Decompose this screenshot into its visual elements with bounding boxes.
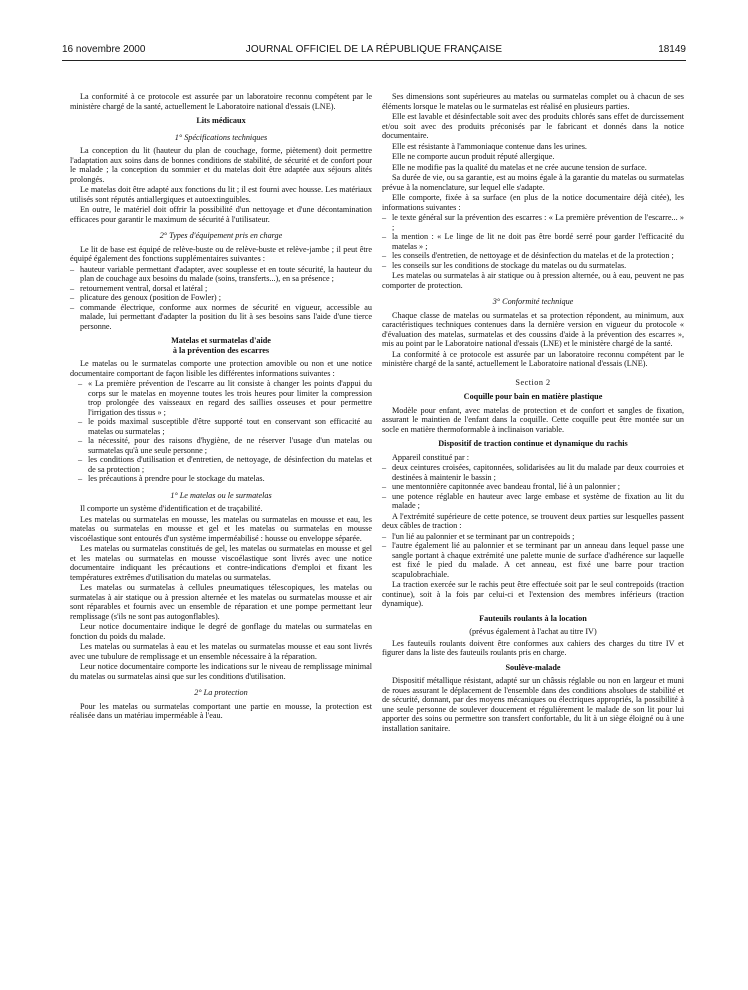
list-item: – deux ceintures croisées, capitonnées, solidarisées au lit du malade par deux courroies et destinées à maintenir le bassin ; [382,463,684,482]
header-journal-title: JOURNAL OFFICIEL DE LA RÉPUBLIQUE FRANÇAISE [245,44,503,55]
paragraph: Ses dimensions sont supérieures au matelas ou surmatelas complet ou à chacun de ses éléments lorsque le matelas ou le surmatelas est réalisé en plusieurs parties. [382,92,684,111]
heading-fauteuils: Fauteuils roulants à la location [479,613,587,623]
types-list [70,265,372,332]
left-column [70,92,372,722]
paragraph: Sa durée de vie, ou sa garantie, est au moins égale à la garantie du matelas ou surmatelas prévue à la nomenclature, sur lequel elle s'adapte. [382,173,684,192]
paragraph: Elle est lavable et désinfectable soit avec des produits chlorés sans effet de durcissement et/ou soit avec des produits préconisés par le fabricant et donnés dans la notice documentaire. [382,112,684,140]
header-rule [62,60,686,61]
list-item: – la mention : « Le linge de lit ne doit pas être bordé serré pour garder l'efficacité du matelas » ; [382,232,684,251]
header-date: 16 novembre 2000 [62,44,146,55]
subheading-le-matelas: 1° Le matelas ou le surmatelas [170,490,272,500]
list-item: – une potence réglable en hauteur avec large embase et système de fixation au lit du malade ; [382,492,684,511]
paragraph: Elle ne modifie pas la qualité du matelas et ne crée aucune tension de surface. [392,162,647,172]
cables-list [382,532,684,580]
list-item: – plicature des genoux (position de Fowler) ; [70,293,372,303]
list-item: – « La première prévention de l'escarre au lit consiste à changer les points d'appui du corps sur le matelas en moyenne toutes les trois heures pour limiter la compression trop prolongée des vaisseaux en regard des saillies osseuses et pour permettre l'irrigation des tissus » ; [70,379,372,417]
list-item: – les conseils sur les conditions de stockage du matelas ou du surmatelas. [382,261,684,271]
list-item: – le poids maximal susceptible d'être supporté tout en conservant son efficacité au matelas ou surmatelas ; [70,417,372,436]
paragraph: La conformité à ce protocole est assurée par un laboratoire reconnu compétent par le ministère chargé de la santé, actuellement le Laboratoire national d'essais (LNE). [382,349,684,368]
paragraph: Dispositif métallique résistant, adapté sur un châssis réglable ou non en largeur et muni de roues assurant le déplacement de l'ensemble dans des conditions absolues de stabilité et de sécurité, donnant, par des moyens mécaniques ou électriques appropriés, la possibilité à une seule personne de soulever doucement et régulièrement le malade de son lit pour lui apporter des soins ou permettre son transfert confortable, du lit à un siège éloigné ou à une installation sanitaire. [382,676,684,733]
matelas-list [70,379,372,484]
paragraph: Pour les matelas ou surmatelas comportant une partie en mousse, la protection est réalisée dans un matériau imperméable à l'eau. [70,701,372,720]
subheading-types: 2° Types d'équipement pris en charge [159,231,283,240]
paragraph: Le lit de base est équipé de relève-buste ou de relève-buste et relève-jambe ; il peut être équipé également des fonctions supplémentaires suivantes : [70,244,372,263]
subheading-fauteuils-note: (prévus également à l'achat au titre IV) [469,627,597,636]
paragraph: Les matelas ou surmatelas constitués de gel, les matelas ou surmatelas en mousse et gel et les matelas ou surmatelas en mousse viscoélastique sont livrés avec une notice documentaire indiquant les précautions et contre-indications d'emploi et fixant les températures extrêmes d'utilisation du matelas ou surmatelas. [70,544,372,582]
paragraph: Les matelas ou surmatelas à eau et les matelas ou surmatelas mousse et eau sont livrés avec une tubulure de remplissage et un ensemble nécessaire à la réparation. [70,642,372,661]
heading-souleve-malade: Soulève-malade [505,662,561,672]
list-item: – une mentonnière capitonnée avec bandeau frontal, lié à un palonnier ; [382,482,684,492]
paragraph: Les matelas ou surmatelas à air statique ou à pression alternée, ou à eau, peuvent ne pas comporter de protection. [382,271,684,290]
list-item: – hauteur variable permettant d'adapter, avec souplesse et en toute sécurité, la hauteur du plan de couchage aux besoins du malade (soins, transferts...), en sa présence ; [70,265,372,284]
heading-matelas [70,336,372,355]
heading-traction: Dispositif de traction continue et dynamique du rachis [438,439,628,448]
list-item: – la nécessité, pour des raisons d'hygiène, de ne réserver l'usage d'un matelas ou surmatelas qu'à une seule personne ; [70,436,372,455]
paragraph: Le matelas ou le surmatelas comporte une protection amovible ou non et une notice documentaire comportant de façon lisible les différentes informations suivantes : [70,359,372,378]
section-label: Section 2 [515,377,551,387]
paragraph: Chaque classe de matelas ou surmatelas et sa protection répondent, au minimum, aux caractéristiques techniques contenues dans la dernière version en vigueur du protocole « d'évaluation des matelas, surmatelas et des coussins d'aide à la prévention des escarres », mis au point par le Laboratoire national d'essais (LNE) et le ministère chargé de la santé. [382,310,684,348]
list-item: – les conseils d'entretien, de nettoyage et de désinfection du matelas et de la protection ; [382,251,684,261]
paragraph: Elle est résistante à l'ammoniaque contenue dans les urines. [392,141,587,151]
information-list [382,213,684,270]
paragraph: Le matelas doit être adapté aux fonctions du lit ; il est fourni avec housse. Les matériaux utilisés sont réputés antiallergiques et autoextinguibles. [70,185,372,204]
paragraph: Elle ne comporte aucun produit réputé allergique. [392,152,555,161]
subheading-specifications: 1° Spécifications techniques [174,132,268,142]
heading-lits-medicaux: Lits médicaux [196,116,246,125]
paragraph: Les matelas ou surmatelas à cellules pneumatiques télescopiques, les matelas ou surmatelas à air statique ou à pression alternée et les matelas ou surmatelas mousse et air sont réparables et fournis avec un ensemble de réparation et une pompe permettant leur remplissage (s'ils ne sont pas autogonflables). [70,583,372,621]
heading-matelas-line2: à la prévention des escarres [172,345,270,355]
heading-coquille: Coquille pour bain en matière plastique [463,392,603,401]
appareil-list [382,463,684,511]
paragraph: Les fauteuils roulants doivent être conformes aux cahiers des charges du titre IV et figurer dans la liste des fauteuils roulants pris en charge. [382,638,684,657]
list-item: – le texte général sur la prévention des escarres : « La première prévention de l'escarre... » ; [382,213,684,232]
paragraph: La conception du lit (hauteur du plan de couchage, forme, piètement) doit permettre l'adaptation aux soins dans de bonnes conditions de stabilité, de sécurité et de confort pour le malade ; la conception du sommier et du matelas doit être adaptée aux séjours alités prolongés. [70,146,372,184]
paragraph: Les matelas ou surmatelas en mousse, les matelas ou surmatelas en mousse et eau, les matelas ou surmatelas en mousse et gel et les matelas ou surmatelas en mousse viscoélastique sont entourés d'un système imperméabilisé : housse ou enveloppe séparée. [70,514,372,543]
paragraph: Il comporte un système d'identification et de traçabilité. [80,504,263,513]
subheading-protection: 2° La protection [194,688,248,697]
subheading-conformite: 3° Conformité technique [492,297,574,306]
paragraph: Modèle pour enfant, avec matelas de protection et de confort et sangles de fixation, assurant le maintien de l'enfant dans la coquille. Cette coquille peut être montée sur un socle en matière thermoformable à inclinaison variable. [382,405,684,434]
list-item: – l'un lié au palonnier et se terminant par un contrepoids ; [382,532,684,542]
list-item: – commande électrique, conforme aux normes de sécurité en vigueur, accessible au malade, lui permettant d'adapter la position du lit à ses besoins sans l'aide d'une tierce personne. [70,303,372,332]
paragraph: En outre, le matériel doit offrir la possibilité d'un nettoyage et d'une décontamination efficaces pour garantir le maximum de sécurité à l'utilisateur. [70,205,372,224]
paragraph: Leur notice documentaire indique le degré de gonflage du matelas ou surmatelas en fonction du poids du malade. [70,622,372,641]
list-item: – les précautions à prendre pour le stockage du matelas. [70,474,372,484]
page-header [62,44,686,58]
heading-matelas-line1: Matelas et surmatelas d'aide [171,336,271,345]
paragraph: Appareil constitué par : [392,452,470,462]
list-item: – les conditions d'utilisation et d'entretien, de nettoyage, de désinfection du matelas et de sa protection ; [70,455,372,474]
paragraph: Leur notice documentaire comporte les indications sur le niveau de remplissage minimal du matelas ou surmatelas ainsi que sur les conditions d'utilisation. [70,662,372,681]
paragraph: Elle comporte, fixée à sa surface (en plus de la notice documentaire déjà citée), les informations suivantes : [382,193,684,212]
header-page-number: 18149 [658,44,686,55]
list-item: – l'autre également lié au palonnier et se terminant par un anneau dans lequel passe une sangle portant à chaque extrémité une palette munie de surface d'adhérence sur laquelle est fixé le pied du malade. A cet anneau, est fixé une barre pour traction scapulobrachiale. [382,541,684,579]
paragraph: La conformité à ce protocole est assurée par un laboratoire reconnu compétent par le ministère chargé de la santé, actuellement le Laboratoire national d'essais (LNE). [70,92,372,111]
paragraph: A l'extrémité supérieure de cette potence, se trouvent deux parties sur lesquelles passent deux câbles de traction : [382,511,684,530]
paragraph: La traction exercée sur le rachis peut être effectuée soit par le seul contrepoids (traction continue), soit à la fois par celui-ci et l'extension des membres inférieurs (traction dynamique). [382,580,684,608]
list-item: – retournement ventral, dorsal et latéral ; [70,284,372,294]
right-column [382,92,684,734]
